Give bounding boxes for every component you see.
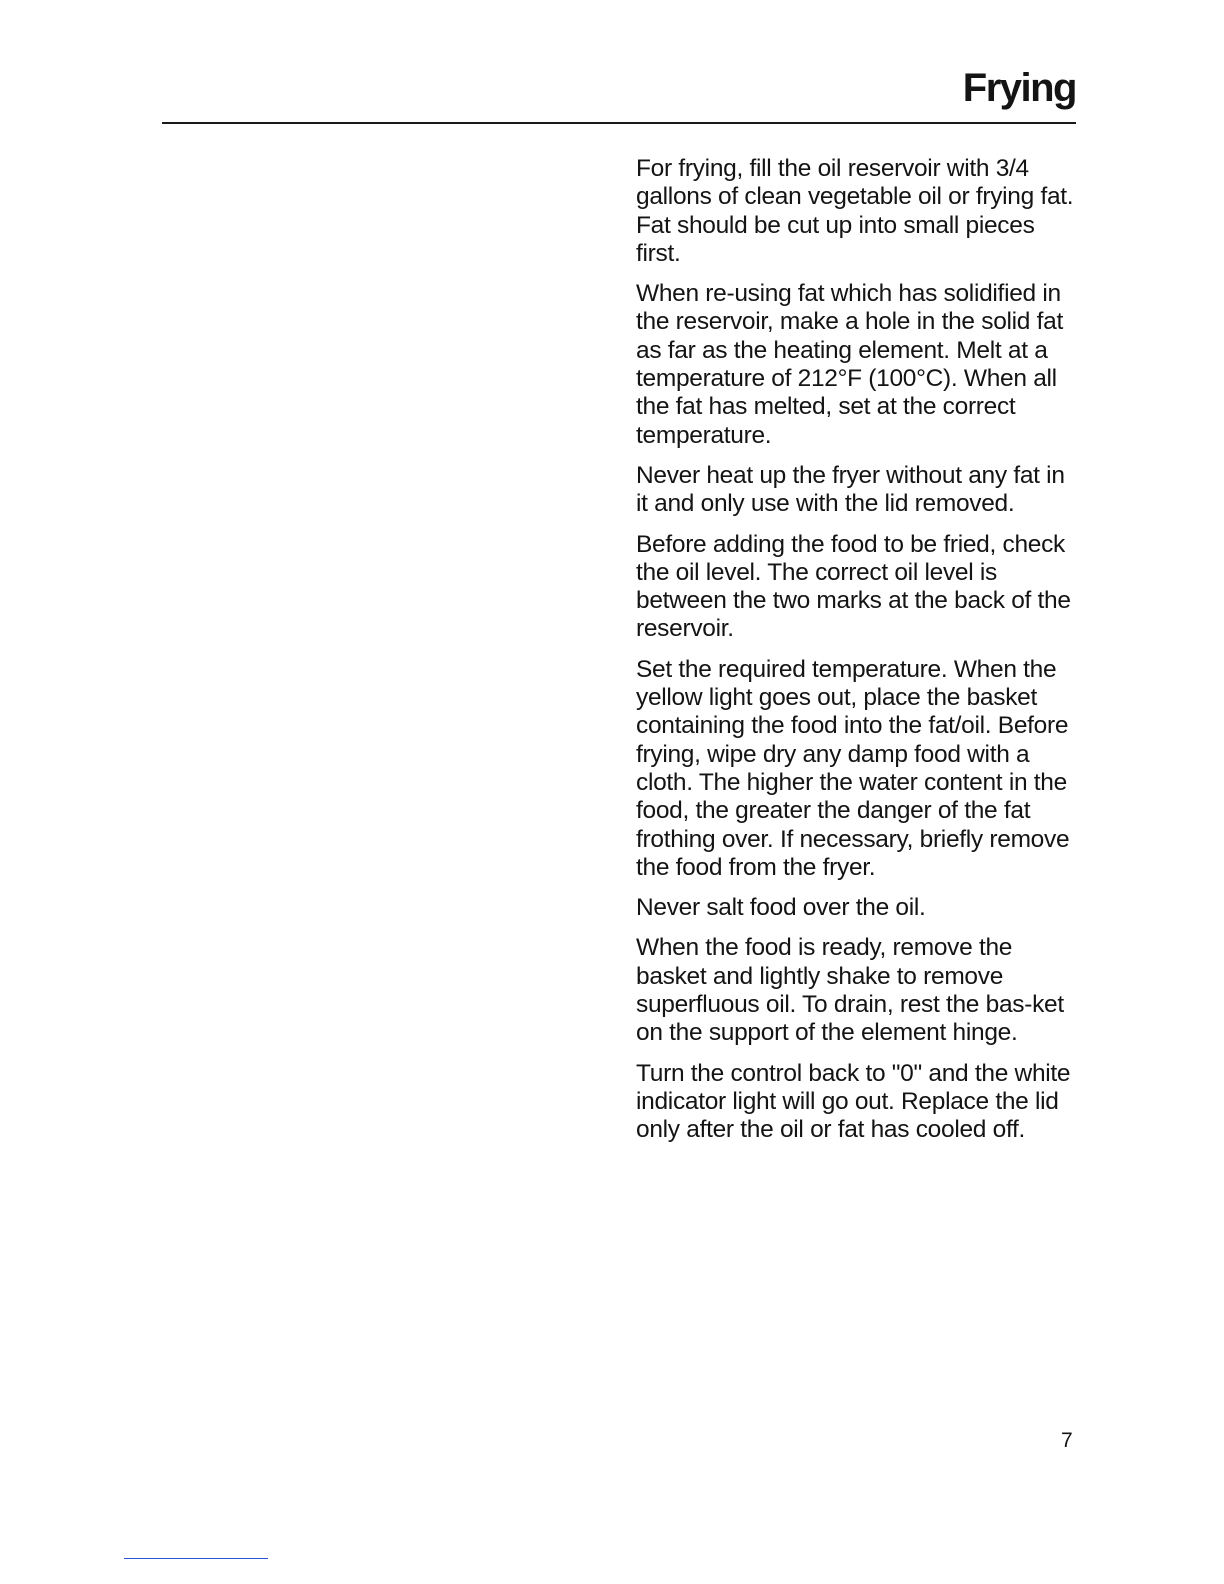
page-number: 7 bbox=[1061, 1429, 1073, 1452]
paragraph-check-oil-level: Before adding the food to be fried, check the oil level. The correct oil level is between the two marks at the back of the reservoir. bbox=[636, 530, 1071, 643]
title-divider bbox=[162, 122, 1076, 124]
paragraph-fill-reservoir: For frying, fill the oil reservoir with 3/4 gallons of clean vegetable oil or frying fat. Fat should be cut up into small pieces first. bbox=[636, 155, 1074, 267]
paragraph-reusing-fat: When re-using fat which has solidified in the reservoir, make a hole in the solid fat as far as the heating element. Melt at a temperature of 212°F (100°C). When all the fat has melted, set at the correct temperature. bbox=[636, 280, 1063, 449]
body-text-column bbox=[636, 155, 1076, 1157]
paragraph-remove-basket: When the food is ready, remove the basket and lightly shake to remove superfluous oil. To drain, rest the bas-ket on the support of the element hinge. bbox=[636, 934, 1064, 1047]
paragraph-never-salt: Never salt food over the oil. bbox=[636, 894, 926, 922]
paragraph-turn-off: Turn the control back to "0" and the white indicator light will go out. Replace the lid only after the oil or fat has cooled off. bbox=[636, 1059, 1071, 1144]
bottom-divider bbox=[124, 1558, 268, 1559]
page-title: Frying bbox=[962, 66, 1076, 110]
paragraph-set-temperature: Set the required temperature. When the yellow light goes out, place the basket containing the food into the fat/oil. Before frying, wipe dry any damp food with a cloth. The higher the water content in the food, the greater the danger of the fat frothing over. If necessary, briefly remove the food from the fryer. bbox=[636, 655, 1070, 881]
paragraph-never-heat-empty: Never heat up the fryer without any fat in it and only use with the lid removed. bbox=[636, 461, 1065, 518]
